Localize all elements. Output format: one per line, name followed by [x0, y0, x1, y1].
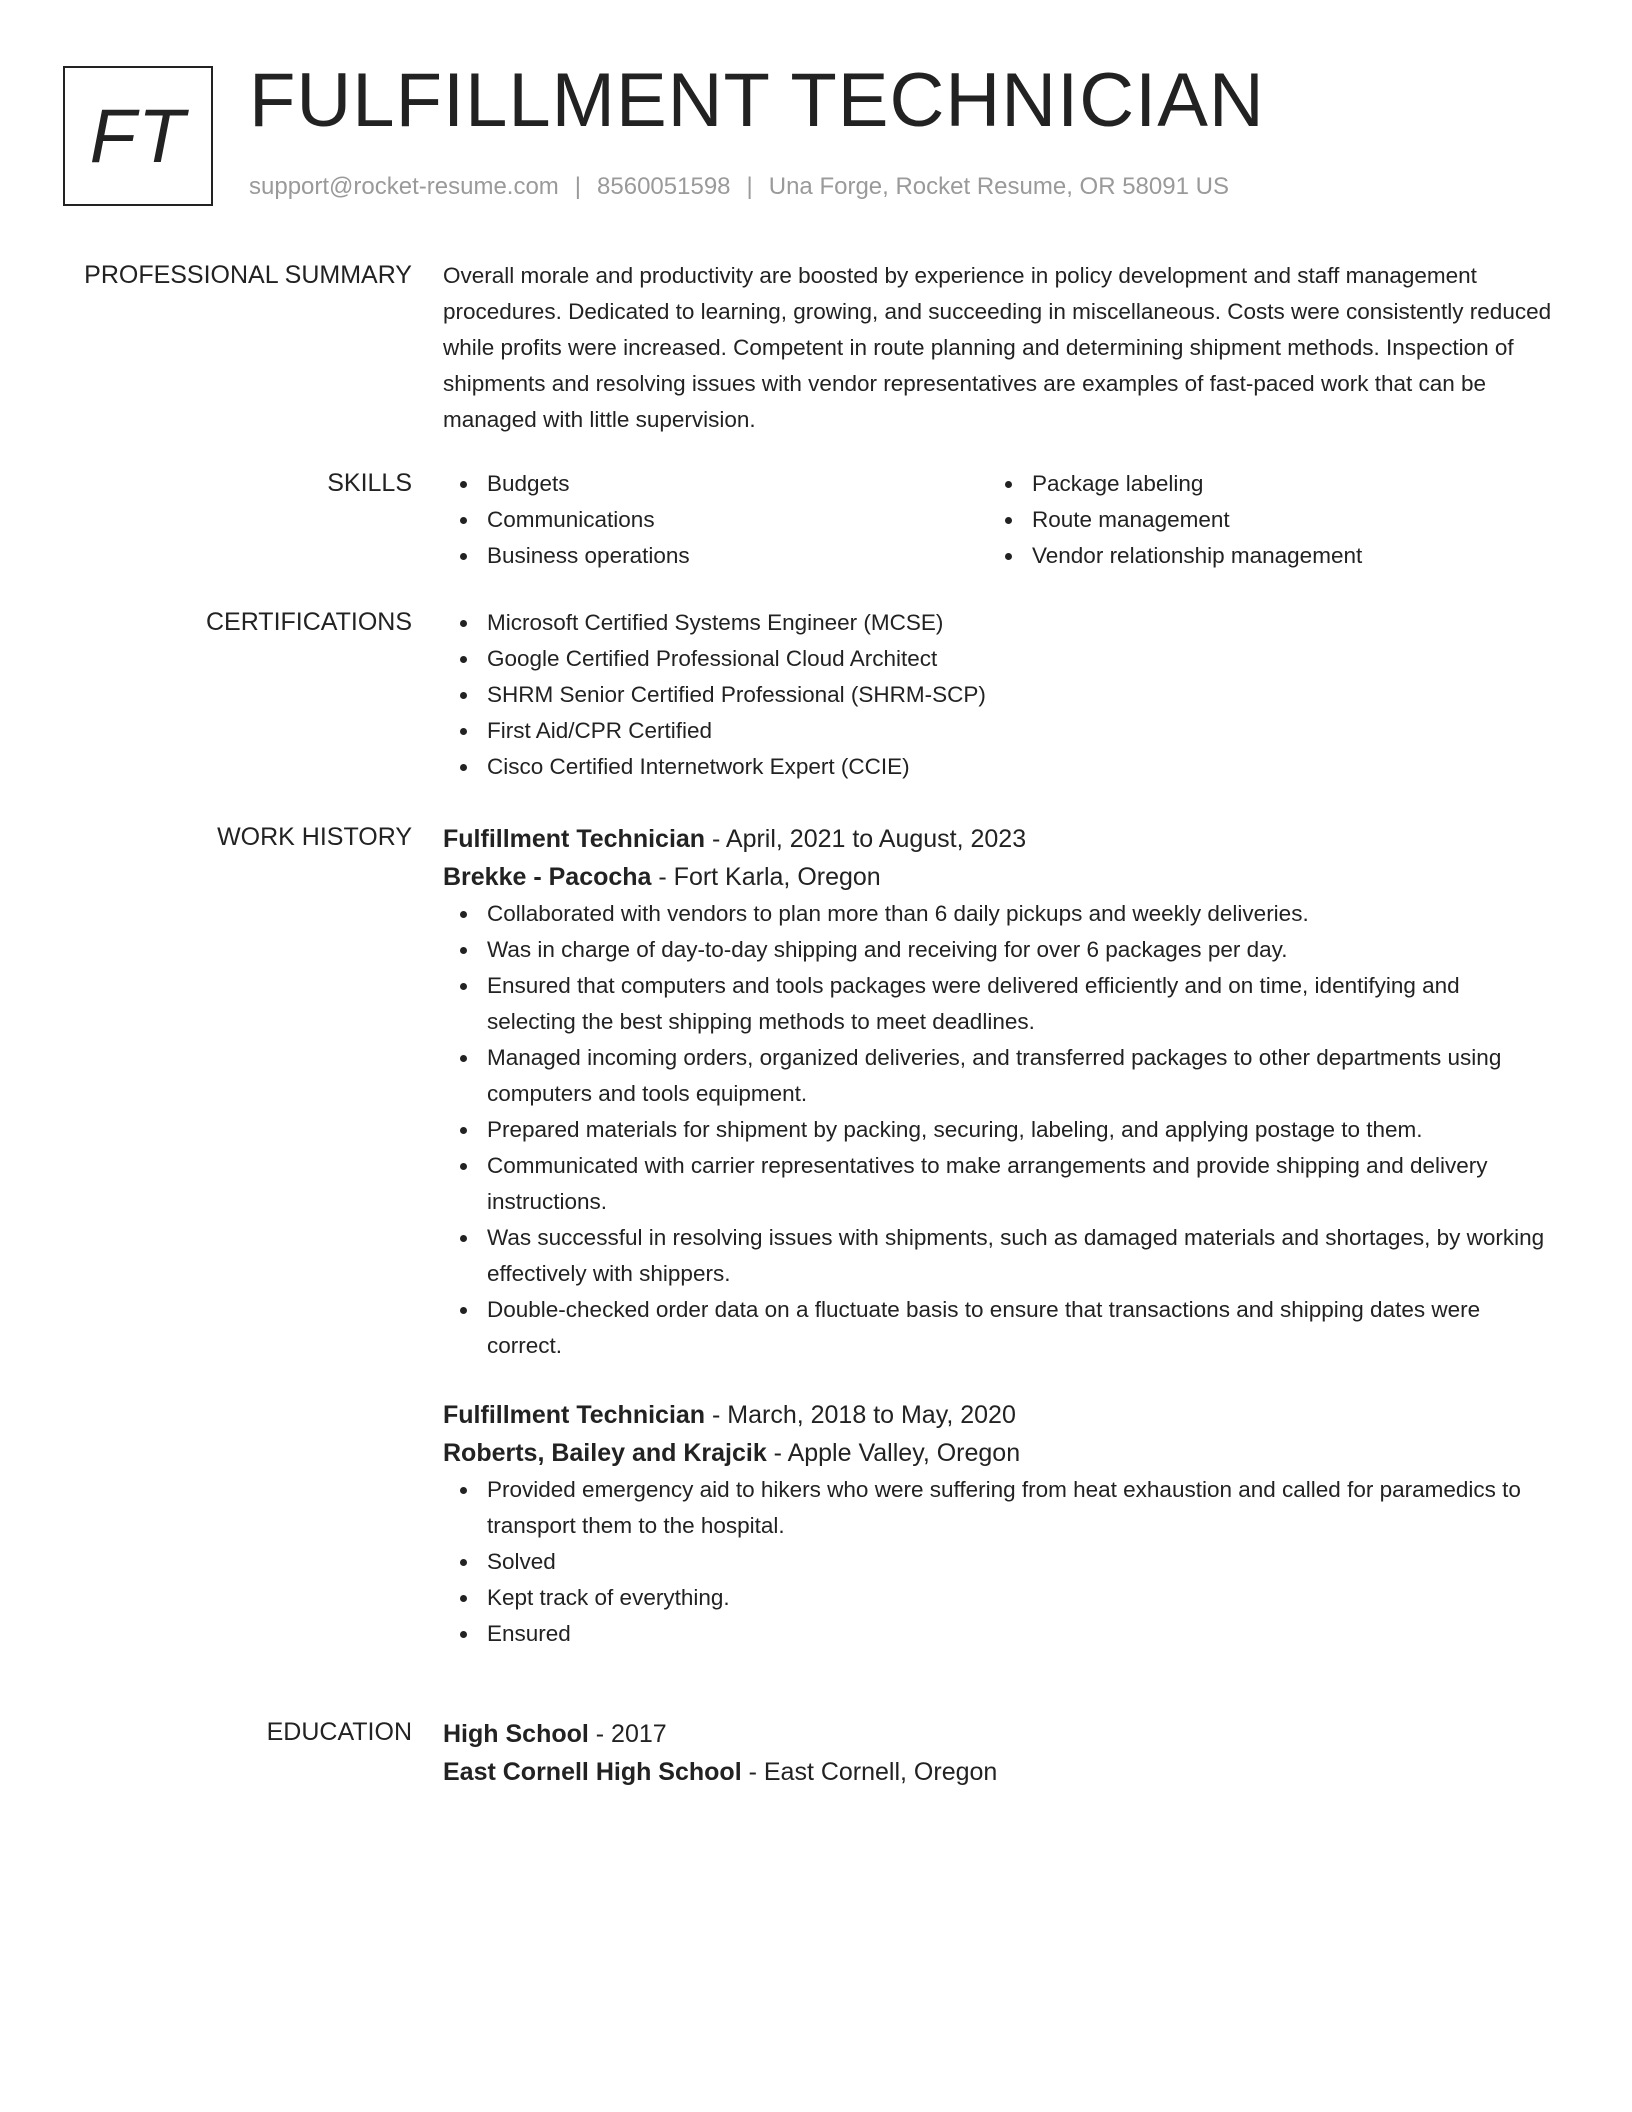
job-title-line	[443, 820, 1553, 858]
job-duty: Was successful in resolving issues with shipments, such as damaged materials and shortages, by working effectively with shippers.	[443, 1220, 1553, 1292]
job-title-line	[443, 1396, 1553, 1434]
skill-item: Vendor relationship management	[988, 538, 1533, 574]
job-entry	[443, 1396, 1553, 1652]
job-duty: Collaborated with vendors to plan more than 6 daily pickups and weekly deliveries.	[443, 896, 1553, 932]
job-duties-list	[443, 1472, 1553, 1652]
certifications-body	[443, 605, 1553, 785]
contact-separator: |	[746, 173, 753, 200]
job-duty: Prepared materials for shipment by packing, securing, labeling, and applying postage to them.	[443, 1112, 1553, 1148]
skill-item: Package labeling	[988, 466, 1533, 502]
job-duty: Solved	[443, 1544, 1553, 1580]
summary-text: Overall morale and productivity are boosted by experience in policy development and staff management procedures. Dedicated to learning, growing, and succeeding in miscellaneous. Costs were consistently reduced while profits were increased. Competent in route planning and determining shipment methods. Inspection of shipments and resolving issues with vendor representatives are examples of fast-paced work that can be managed with little supervision.	[443, 263, 1552, 432]
job-location: - Fort Karla, Oregon	[651, 863, 881, 891]
section-label: SKILLS	[327, 469, 412, 497]
skills-left-list	[443, 466, 988, 574]
job-duty: Was in charge of day-to-day shipping and receiving for over 6 packages per day.	[443, 932, 1553, 968]
skill-item: Business operations	[443, 538, 988, 574]
skills-right-list	[988, 466, 1533, 574]
contact-line	[249, 173, 1229, 201]
certification-item: Microsoft Certified Systems Engineer (MCSE)	[443, 605, 1553, 641]
job-company-line	[443, 1434, 1553, 1472]
work-history-body	[443, 820, 1553, 1652]
job-duty: Ensured that computers and tools packages were delivered efficiently and on time, identifying and selecting the best shipping methods to meet deadlines.	[443, 968, 1553, 1040]
job-title: Fulfillment Technician	[443, 825, 706, 853]
email: support@rocket-resume.com	[249, 173, 559, 200]
job-company-line	[443, 858, 1553, 896]
section-label: CERTIFICATIONS	[205, 608, 412, 636]
education-year: - 2017	[588, 1720, 667, 1748]
phone: 8560051598	[597, 173, 731, 200]
section-label: PROFESSIONAL SUMMARY	[84, 261, 412, 289]
education-school: East Cornell High School	[443, 1758, 742, 1786]
skill-item: Route management	[988, 502, 1533, 538]
job-company: Roberts, Bailey and Krajcik	[443, 1439, 767, 1467]
job-duty: Double-checked order data on a fluctuate basis to ensure that transactions and shipping dates were correct.	[443, 1292, 1553, 1364]
job-duty: Managed incoming orders, organized deliveries, and transferred packages to other departments using computers and tools equipment.	[443, 1040, 1553, 1112]
job-location: - Apple Valley, Oregon	[766, 1439, 1021, 1467]
initials-monogram: FT	[63, 66, 213, 206]
job-duty: Kept track of everything.	[443, 1580, 1553, 1616]
certification-item: First Aid/CPR Certified	[443, 713, 1553, 749]
job-duty: Ensured	[443, 1616, 1553, 1652]
job-company: Brekke - Pacocha	[443, 863, 652, 891]
skill-item: Communications	[443, 502, 988, 538]
candidate-name: FULFILLMENT TECHNICIAN	[249, 58, 1265, 143]
education-degree: High School	[443, 1720, 589, 1748]
education-degree-line	[443, 1715, 1553, 1753]
job-dates: - March, 2018 to May, 2020	[705, 1401, 1016, 1429]
education-school-line	[443, 1753, 1553, 1791]
job-entry	[443, 820, 1553, 1364]
job-duty: Communicated with carrier representatives to make arrangements and provide shipping and delivery instructions.	[443, 1148, 1553, 1220]
skill-item: Budgets	[443, 466, 988, 502]
address: Una Forge, Rocket Resume, OR 58091 US	[768, 173, 1229, 200]
job-dates: - April, 2021 to August, 2023	[705, 825, 1027, 853]
certifications-list	[443, 605, 1553, 785]
job-duties-list	[443, 896, 1553, 1364]
skills-columns	[443, 466, 1553, 574]
contact-separator: |	[574, 173, 582, 200]
section-label: EDUCATION	[266, 1718, 412, 1746]
certification-item: Google Certified Professional Cloud Architect	[443, 641, 1553, 677]
certification-item: Cisco Certified Internetwork Expert (CCIE)	[443, 749, 1553, 785]
certification-item: SHRM Senior Certified Professional (SHRM-SCP)	[443, 677, 1553, 713]
job-duty: Provided emergency aid to hikers who were suffering from heat exhaustion and called for paramedics to transport them to the hospital.	[443, 1472, 1553, 1544]
education-location: - East Cornell, Oregon	[741, 1758, 998, 1786]
job-title: Fulfillment Technician	[443, 1401, 706, 1429]
education-body	[443, 1715, 1553, 1791]
section-label: WORK HISTORY	[217, 823, 412, 851]
